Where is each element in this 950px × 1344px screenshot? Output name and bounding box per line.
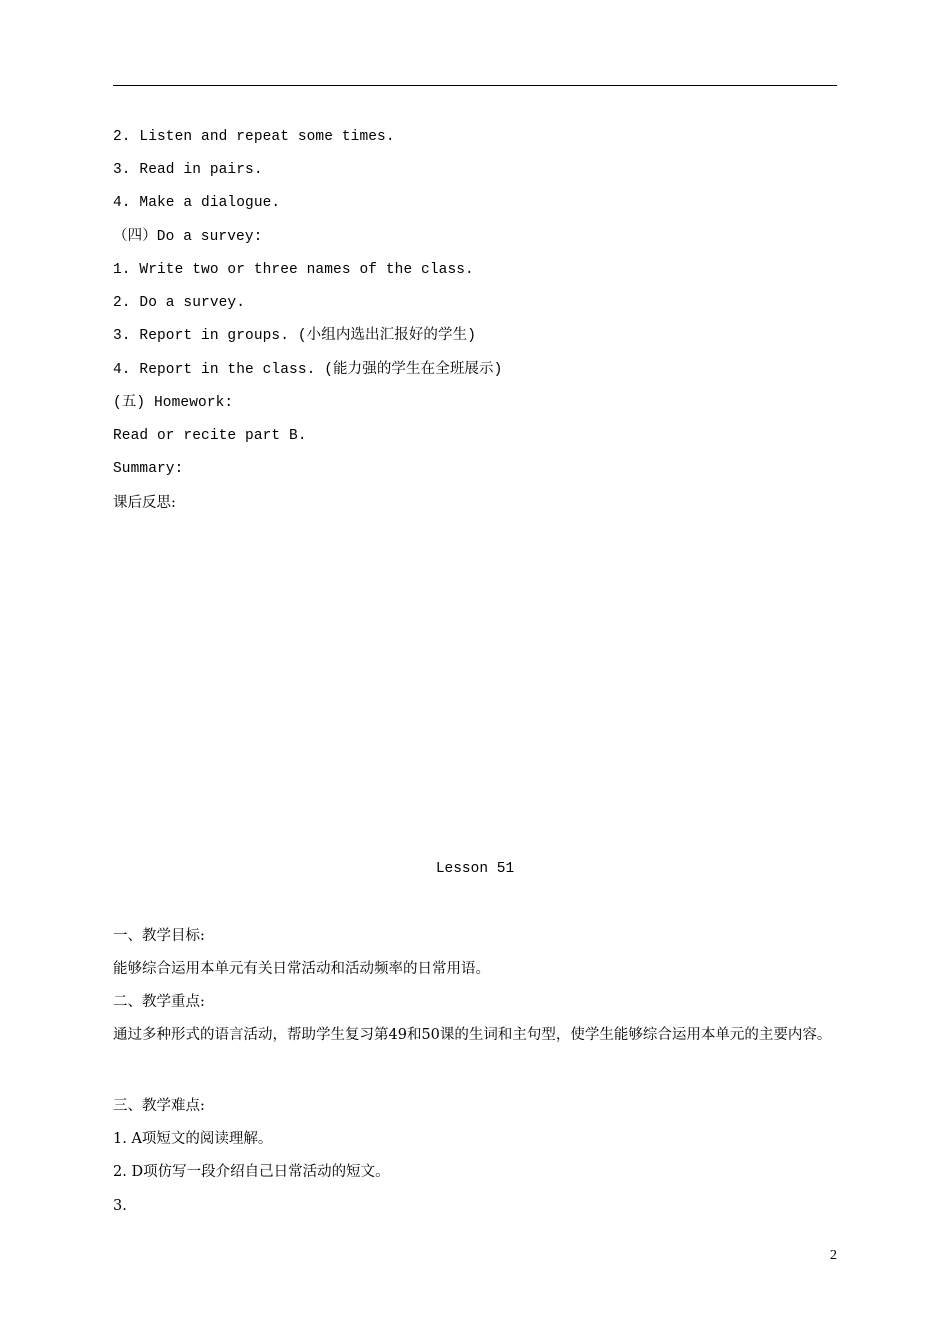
key-text: 通过多种形式的语言活动，帮助学生复习第49和50课的生词和主句型，使学生能够综合运用本单元的主要内容。	[113, 1027, 832, 1043]
summary-label: Summary:	[113, 461, 184, 477]
reflection-label: 课后反思:	[113, 495, 176, 511]
difficulty-item-2: 2. D项仿写一段介绍自己日常活动的短文。	[113, 1164, 390, 1180]
key-heading: 二、教学重点:	[113, 994, 205, 1010]
step-read-pairs: 3. Read in pairs.	[113, 162, 263, 178]
difficulty-heading: 三、教学难点:	[113, 1098, 205, 1114]
page-number: 2	[830, 1248, 837, 1263]
lesson-title: Lesson 51	[435, 861, 515, 877]
goal-heading: 一、教学目标:	[113, 928, 205, 944]
homework-text: Read or recite part B.	[113, 428, 307, 444]
survey-step-3: 3. Report in groups. (小组内选出汇报好的学生)	[113, 328, 477, 344]
survey-step-4: 4. Report in the class. (能力强的学生在全班展示)	[113, 362, 503, 378]
survey-heading: （四）Do a survey:	[113, 229, 263, 245]
difficulty-item-3: 3.	[113, 1198, 127, 1214]
step-listen-repeat: 2. Listen and repeat some times.	[113, 129, 395, 145]
survey-step-2: 2. Do a survey.	[113, 295, 246, 311]
header-rule	[113, 85, 837, 86]
step-make-dialogue: 4. Make a dialogue.	[113, 195, 281, 211]
goal-text: 能够综合运用本单元有关日常活动和活动频率的日常用语。	[113, 961, 490, 977]
survey-step-1: 1. Write two or three names of the class.	[113, 262, 474, 278]
homework-heading: (五) Homework:	[113, 395, 234, 411]
difficulty-item-1: 1. A项短文的阅读理解。	[113, 1131, 273, 1147]
